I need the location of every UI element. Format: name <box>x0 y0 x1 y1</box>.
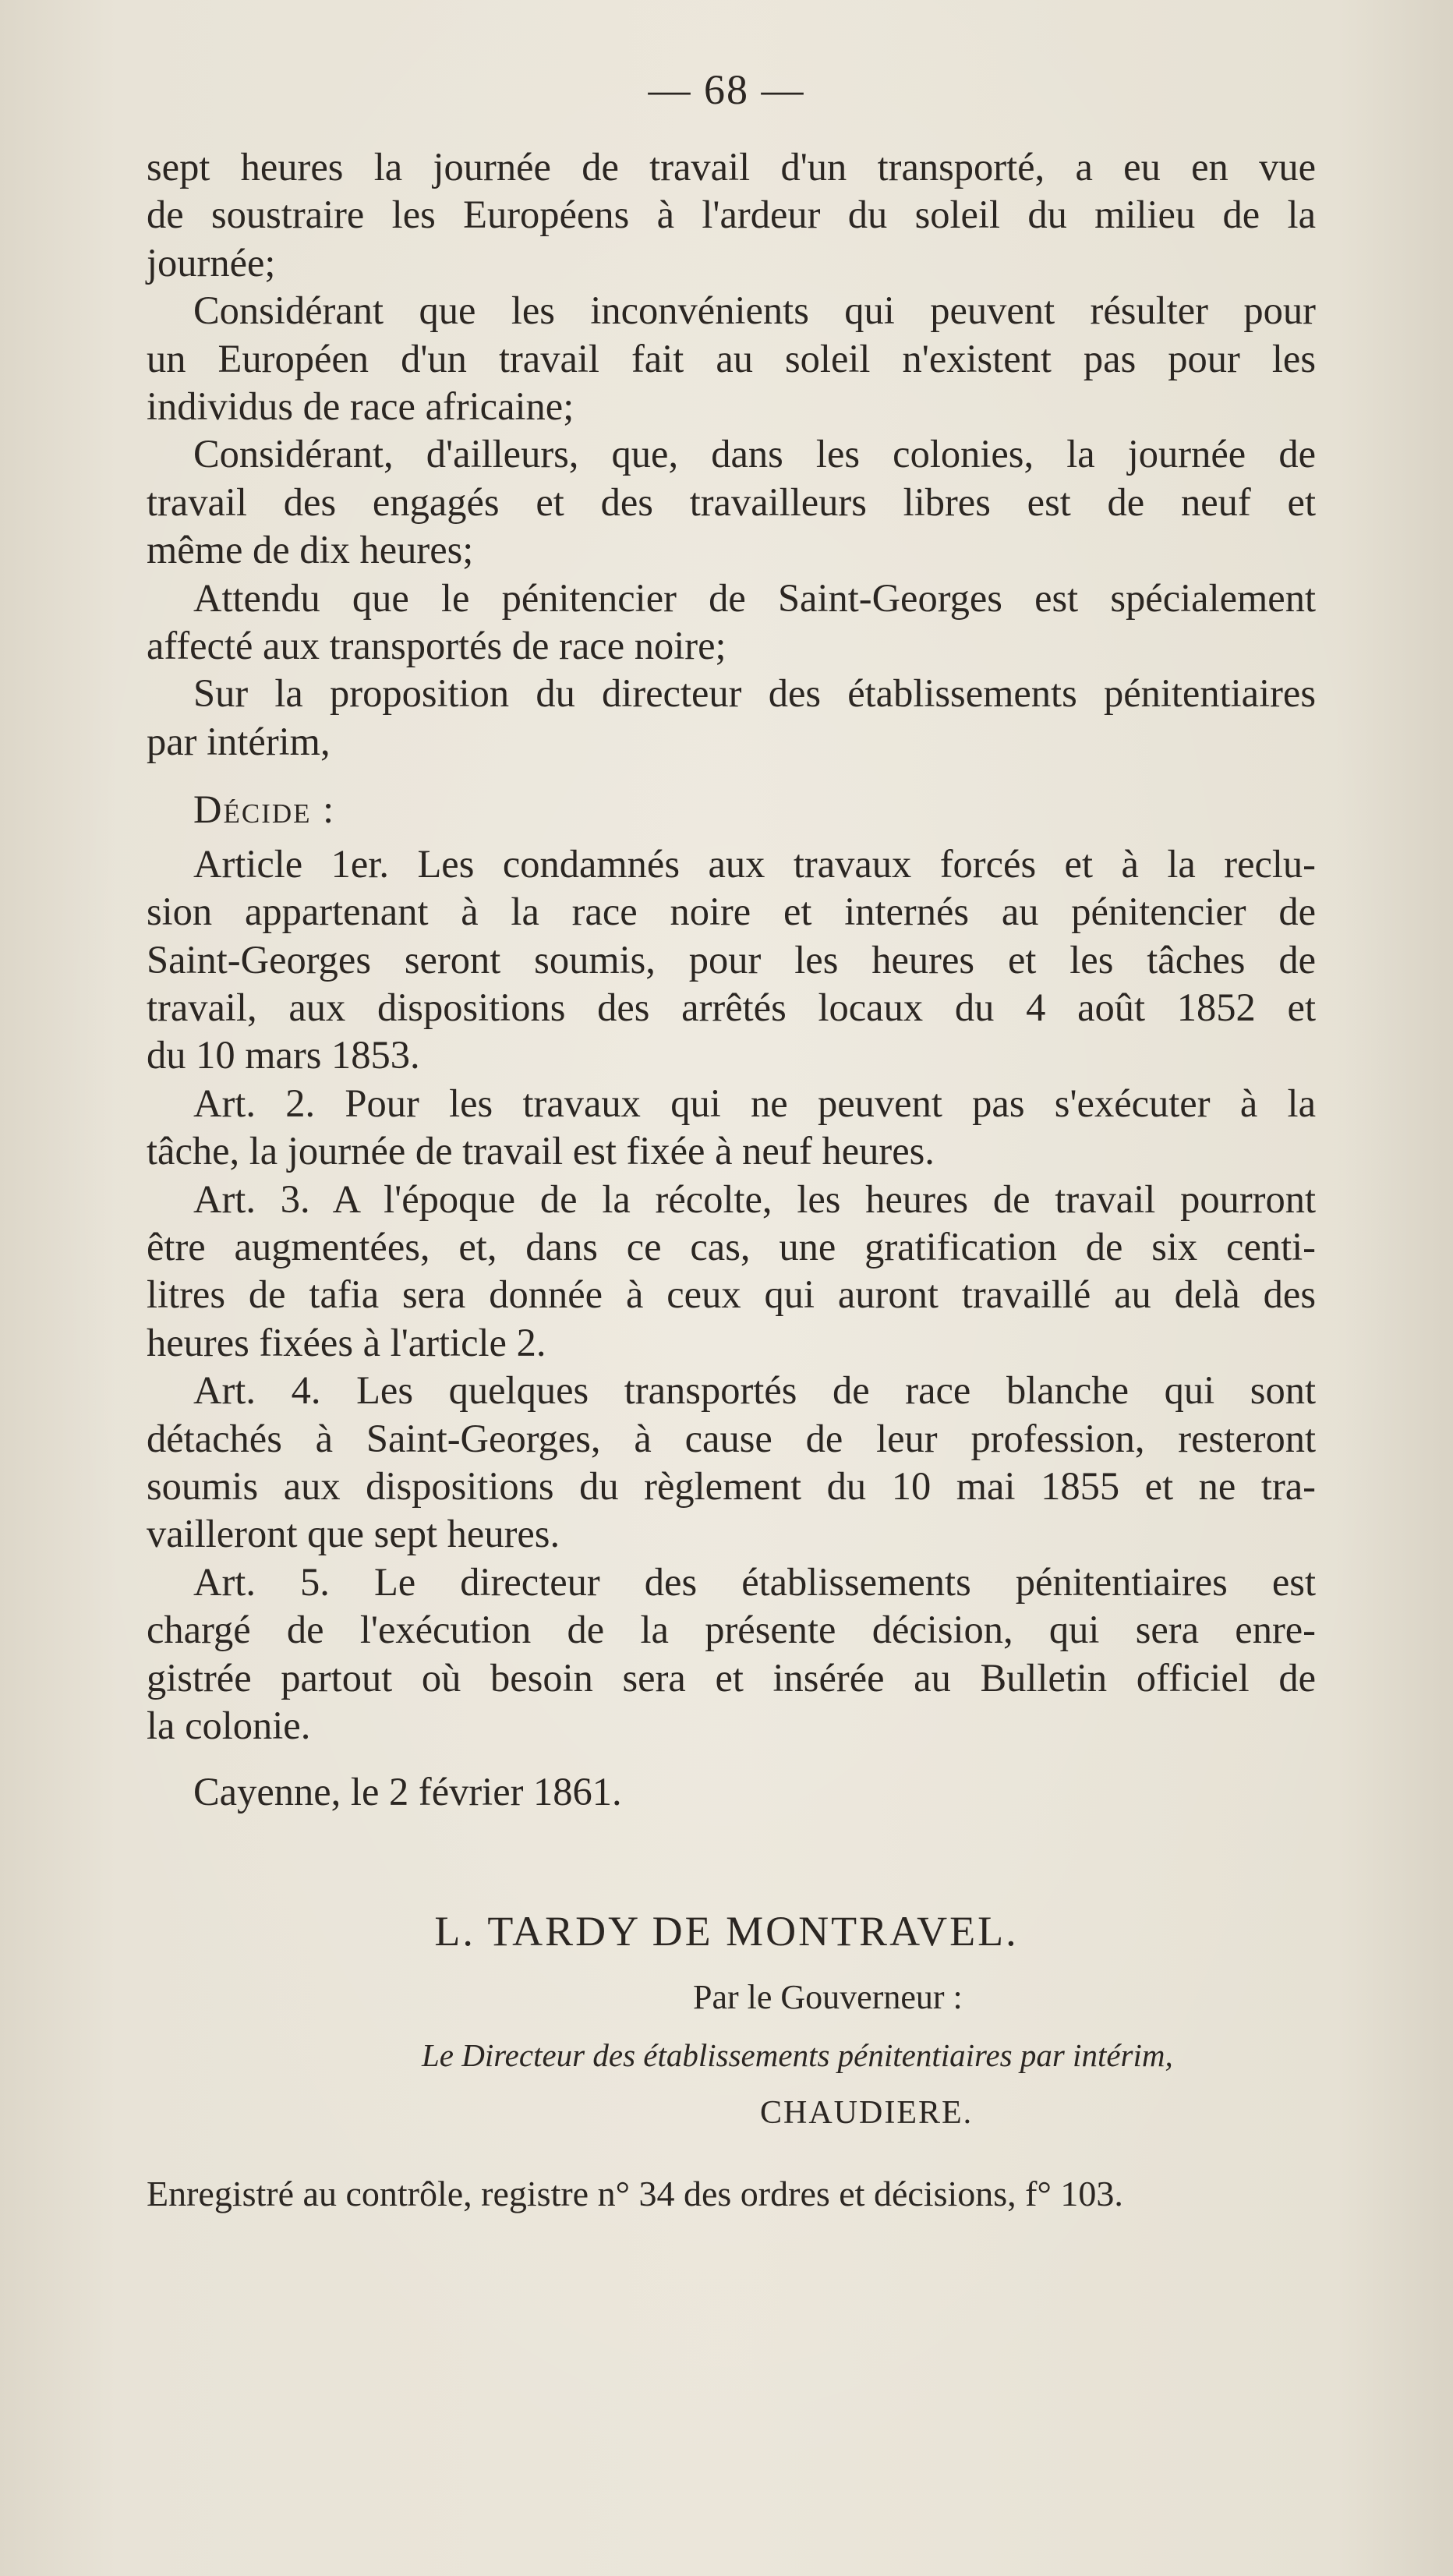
text-line: Considérant, d'ailleurs, que, dans les colonies, la journée de <box>193 432 1316 476</box>
page-number: — 68 — <box>648 66 805 113</box>
article-line: gistrée partout où besoin sera et insérée au Bulletin officiel de <box>147 1655 1316 1700</box>
article-line: être augmentées, et, dans ce cas, une gratification de six centi- <box>147 1224 1316 1269</box>
article-line: litres de tafia sera donnée à ceux qui auront travaillé au delà des <box>147 1272 1316 1317</box>
registration-note: Enregistré au contrôle, registre n° 34 des ordres et décisions, f° 103. <box>147 2174 1123 2213</box>
signature-name: L. TARDY DE MONTRAVEL. <box>434 1908 1019 1955</box>
text-line: sept heures la journée de travail d'un transporté, a eu en vue <box>147 145 1316 189</box>
article-line: Saint-Georges seront soumis, pour les heures et les tâches de <box>147 937 1316 982</box>
text-line: un Européen d'un travail fait au soleil n'existent pas pour les <box>147 336 1316 380</box>
decision-text <box>147 143 1316 1817</box>
signature-chaudiere: CHAUDIERE. <box>760 2095 974 2131</box>
signature-director-title: Le Directeur des établissements pénitentiaires par intérim, <box>422 2037 1173 2073</box>
text-line: Attendu que le pénitencier de Saint-Georges est spécialement <box>193 575 1316 620</box>
article-line: Art. 3. A l'époque de la récolte, les heures de travail pourront <box>193 1177 1316 1221</box>
text-line: affecté aux transportés de race noire; <box>147 624 726 668</box>
article-line: travail, aux dispositions des arrêtés locaux du 4 août 1852 et <box>147 985 1316 1029</box>
text-line: de soustraire les Européens à l'ardeur du soleil du milieu de la <box>147 193 1316 237</box>
article-line: heures fixées à l'article 2. <box>147 1320 546 1364</box>
date-line: Cayenne, le 2 février 1861. <box>193 1770 622 1814</box>
article-line: du 10 mars 1853. <box>147 1033 420 1077</box>
article-line: Article 1er. Les condamnés aux travaux forcés et à la reclu- <box>193 841 1316 886</box>
signature-par-le-gouverneur: Par le Gouverneur : <box>693 1978 963 2016</box>
article-line: Art. 4. Les quelques transportés de race blanche qui sont <box>193 1368 1316 1413</box>
article-line: Art. 5. Le directeur des établissements pénitentiaires est <box>193 1559 1316 1604</box>
article-line: soumis aux dispositions du règlement du 10 mai 1855 et ne tra- <box>147 1463 1316 1508</box>
article-line: sion appartenant à la race noire et internés au pénitencier de <box>147 890 1316 934</box>
article-line: chargé de l'exécution de la présente décision, qui sera enre- <box>147 1608 1316 1652</box>
article-line: vailleront que sept heures. <box>147 1512 560 1556</box>
article-line: détachés à Saint-Georges, à cause de leur profession, resteront <box>147 1416 1316 1460</box>
decide-heading: Décide : <box>193 787 336 832</box>
text-line: journée; <box>147 240 276 285</box>
text-line: par intérim, <box>147 719 331 763</box>
text-line: même de dix heures; <box>147 528 474 572</box>
article-line: la colonie. <box>147 1704 311 1747</box>
text-line: individus de race africaine; <box>147 384 574 429</box>
text-line: Considérant que les inconvénients qui peuvent résulter pour <box>193 288 1316 333</box>
text-line: travail des engagés et des travailleurs libres est de neuf et <box>147 479 1316 524</box>
text-line: Sur la proposition du directeur des établissements pénitentiaires <box>193 671 1316 716</box>
article-line: Art. 2. Pour les travaux qui ne peuvent pas s'exécuter à la <box>193 1081 1316 1125</box>
article-line: tâche, la journée de travail est fixée à neuf heures. <box>147 1129 935 1173</box>
